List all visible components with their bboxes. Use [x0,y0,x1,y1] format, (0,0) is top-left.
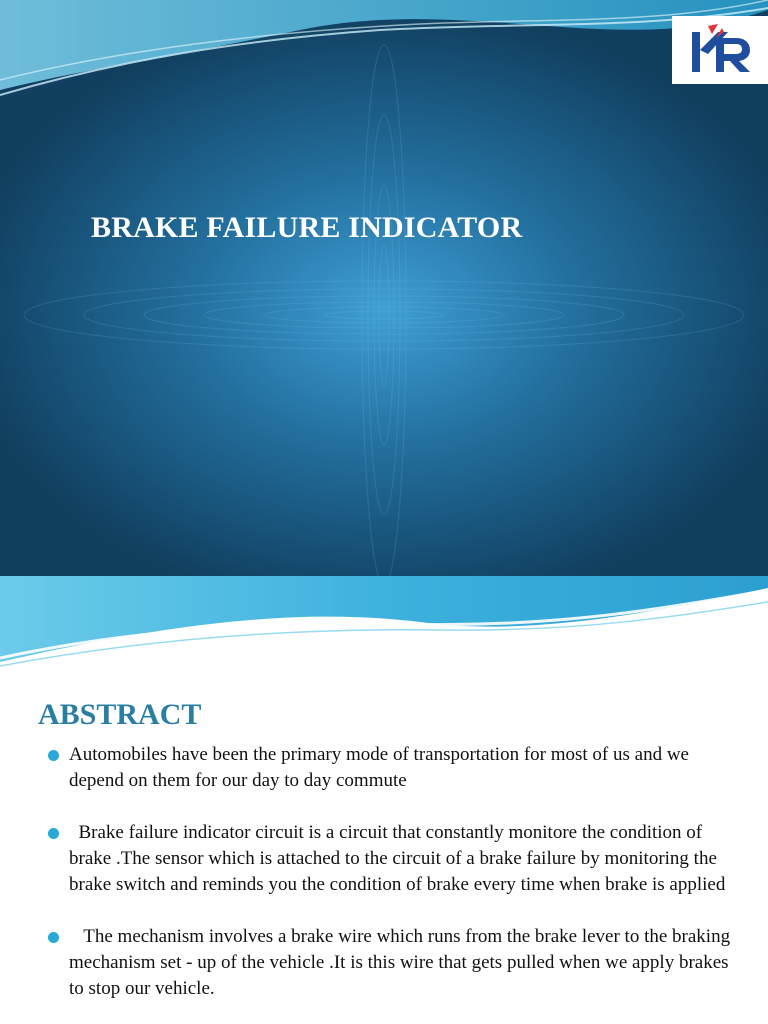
list-item [48,742,748,794]
bullet-text: Brake failure indicator circuit is a circuit that constantly monitore the condition of brake .The sensor which is attached to the circuit of a brake failure by monitoring the brake switch and reminds you the condition of brake every time when brake is applied [69,822,726,895]
slide-title: BRAKE FAILURE INDICATOR [91,211,523,244]
bullet-dot-icon [48,750,59,761]
top-wave-decoration [0,576,768,672]
abstract-bullet-list [48,742,748,1024]
kr-logo [672,16,768,84]
bullet-dot-icon [48,932,59,943]
section-heading: ABSTRACT [38,698,202,731]
list-item [48,924,748,1002]
kr-logo-mark [672,16,768,84]
bullet-dot-icon [48,828,59,839]
bullet-text: Automobiles have been the primary mode of transportation for most of us and we depend on them for our day to day commute [69,744,689,791]
list-item [48,820,748,898]
top-wave-decoration [0,0,768,110]
abstract-slide [0,576,768,1024]
bullet-text: The mechanism involves a brake wire which runs from the brake lever to the braking mechanism set - up of the vehicle .It is this wire that gets pulled when we apply brakes to stop our vehicle. [69,926,731,999]
